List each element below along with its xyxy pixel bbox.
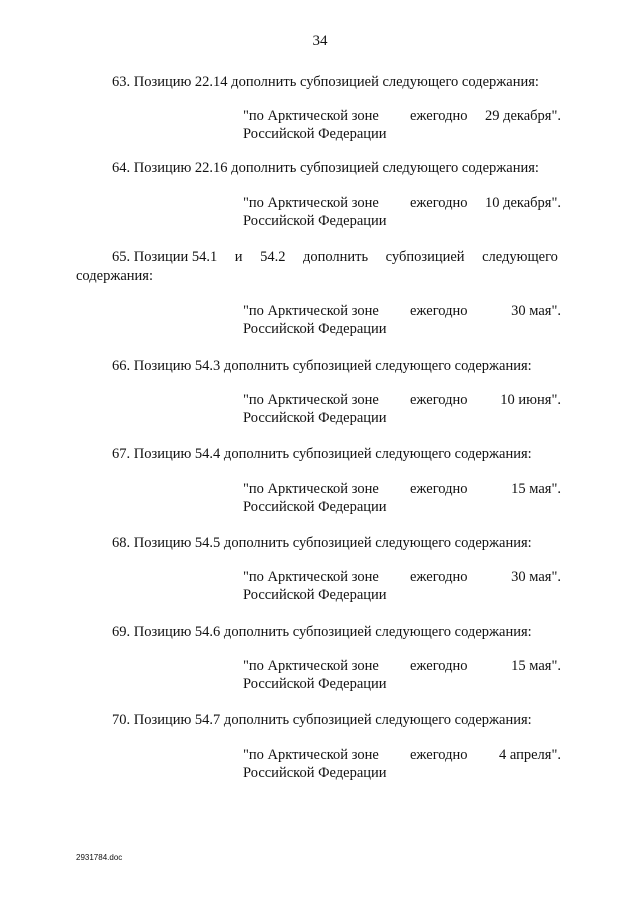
page-number: 34 bbox=[312, 33, 328, 49]
entry-date: 30 мая". bbox=[511, 303, 561, 319]
entry-frequency: ежегодно bbox=[410, 658, 468, 674]
item-heading: 63. Позицию 22.14 дополнить субпозицией следующего содержания: bbox=[112, 74, 539, 90]
entry-zone: "по Арктической зоне bbox=[243, 303, 379, 319]
entry-frequency: ежегодно bbox=[410, 108, 468, 124]
entry-date: 10 июня". bbox=[500, 392, 561, 408]
entry-federation: Российской Федерации bbox=[243, 587, 387, 603]
entry-zone: "по Арктической зоне bbox=[243, 392, 379, 408]
entry-date: 15 мая". bbox=[511, 658, 561, 674]
entry-frequency: ежегодно bbox=[410, 392, 468, 408]
entry-date: 4 апреля". bbox=[498, 747, 561, 763]
item-heading-continuation: содержания: bbox=[76, 268, 154, 284]
heading-word: следующего bbox=[482, 249, 558, 265]
entry-federation: Российской Федерации bbox=[243, 676, 387, 692]
entry-65 bbox=[243, 302, 573, 342]
entry-67 bbox=[243, 480, 573, 520]
footer-file-name: 2931784.doc bbox=[76, 853, 123, 862]
heading-word: 65. Позиции 54.1 bbox=[112, 249, 218, 265]
entry-federation: Российской Федерации bbox=[243, 499, 387, 515]
entry-frequency: ежегодно bbox=[410, 481, 468, 497]
entry-69 bbox=[243, 657, 573, 697]
entry-date: 10 декабря". bbox=[484, 195, 561, 211]
entry-federation: Российской Федерации bbox=[243, 321, 387, 337]
item-heading: 64. Позицию 22.16 дополнить субпозицией следующего содержания: bbox=[112, 160, 539, 176]
item-heading: 66. Позицию 54.3 дополнить субпозицией следующего содержания: bbox=[112, 358, 532, 374]
entry-federation: Российской Федерации bbox=[243, 213, 387, 229]
entry-66 bbox=[243, 391, 573, 431]
entry-frequency: ежегодно bbox=[410, 569, 468, 585]
entry-date: 29 декабря". bbox=[484, 108, 561, 124]
entry-date: 30 мая". bbox=[511, 569, 561, 585]
entry-zone: "по Арктической зоне bbox=[243, 481, 379, 497]
entry-federation: Российской Федерации bbox=[243, 410, 387, 426]
item-heading bbox=[112, 248, 558, 266]
entry-zone: "по Арктической зоне bbox=[243, 569, 379, 585]
entry-64 bbox=[243, 194, 573, 234]
entry-frequency: ежегодно bbox=[410, 303, 468, 319]
entry-zone: "по Арктической зоне bbox=[243, 195, 379, 211]
entry-frequency: ежегодно bbox=[410, 195, 468, 211]
entry-zone: "по Арктической зоне bbox=[243, 658, 379, 674]
item-heading: 70. Позицию 54.7 дополнить субпозицией следующего содержания: bbox=[112, 712, 532, 728]
heading-word: 54.2 bbox=[260, 249, 286, 265]
entry-zone: "по Арктической зоне bbox=[243, 108, 379, 124]
entry-federation: Российской Федерации bbox=[243, 126, 387, 142]
item-heading: 67. Позицию 54.4 дополнить субпозицией следующего содержания: bbox=[112, 446, 532, 462]
heading-word: и bbox=[234, 249, 243, 265]
entry-zone: "по Арктической зоне bbox=[243, 747, 379, 763]
item-heading: 69. Позицию 54.6 дополнить субпозицией следующего содержания: bbox=[112, 624, 532, 640]
entry-70 bbox=[243, 746, 573, 786]
entry-68 bbox=[243, 568, 573, 608]
heading-word: субпозицией bbox=[385, 249, 465, 265]
entry-federation: Российской Федерации bbox=[243, 765, 387, 781]
entry-date: 15 мая". bbox=[511, 481, 561, 497]
entry-63 bbox=[243, 107, 573, 147]
item-heading: 68. Позицию 54.5 дополнить субпозицией следующего содержания: bbox=[112, 535, 532, 551]
entry-frequency: ежегодно bbox=[410, 747, 468, 763]
heading-word: дополнить bbox=[302, 249, 369, 265]
